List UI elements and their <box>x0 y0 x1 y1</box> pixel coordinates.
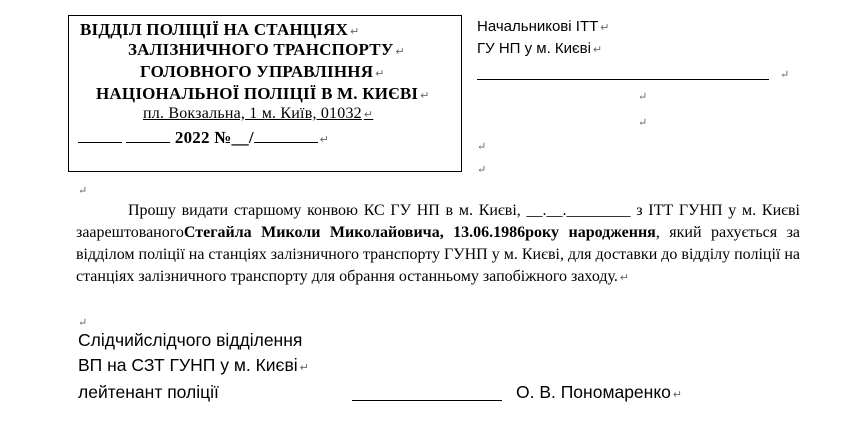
number-blank <box>254 128 318 143</box>
addressee-name-blank <box>477 79 769 80</box>
date-blank <box>126 128 170 143</box>
paragraph-mark-icon: ↵ <box>395 46 405 58</box>
signature-position-line-1: Слідчийслідчого відділення <box>78 330 303 350</box>
paragraph-mark-icon: ↵ <box>299 362 309 374</box>
paragraph-mark-icon: ↵ <box>375 68 385 80</box>
signatory-name: О. В. Пономаренко ↵ <box>516 382 683 402</box>
paragraph-mark-icon: ↵ <box>363 109 374 121</box>
stamp-line-1: ВІДДІЛ ПОЛІЦІЇ НА СТАНЦІЯХ ↵ <box>80 20 360 39</box>
request-body: Прошу видати старшому конвою КС ГУ НП в м. Києві, __.__.________ з ІТТ ГУНП у м. Києві заарештованогоСтегайла Миколи Миколайовича, 13.06.1986року народження, який рахується за відділом поліції на станціях залізничного транспорту ГУНП у м. Києві, для доставки до відділу поліції на станціях залізничного транспорту для обрання останньому запобіжного заходу. ↵ <box>76 202 801 285</box>
paragraph-mark-icon: ↵ <box>593 44 603 56</box>
signature-blank <box>352 400 502 401</box>
stamp-line-2: ЗАЛІЗНИЧНОГО ТРАНСПОРТУ ↵ <box>128 40 405 59</box>
paragraph-mark-icon: ↵ <box>619 272 630 284</box>
paragraph-mark-icon: ↵ <box>672 389 683 401</box>
paragraph-mark-icon: ↵ <box>78 317 88 329</box>
paragraph-mark-icon: ↵ <box>638 91 648 103</box>
stamp-line-4: НАЦІОНАЛЬНОЇ ПОЛІЦІЇ В М. КИЄВІ ↵ <box>96 84 430 103</box>
paragraph-mark-icon: ↵ <box>420 90 430 102</box>
paragraph-mark-icon: ↵ <box>780 69 790 81</box>
stamp-line-3: ГОЛОВНОГО УПРАВЛІННЯ ↵ <box>140 62 385 81</box>
stamp-address: пл. Вокзальна, 1 м. Київ, 01032 ↵ <box>143 105 374 122</box>
stamp-number-line: 2022 №__/ ↵ <box>78 128 329 148</box>
paragraph-mark-icon: ↵ <box>477 164 487 176</box>
paragraph-mark-icon: ↵ <box>600 22 610 34</box>
addressee-line-1: Начальникові ІТТ ↵ <box>477 18 610 35</box>
paragraph-mark-icon: ↵ <box>477 141 487 153</box>
detainee-name: Стегайла Миколи Миколайовича, 13.06.1986року народження <box>183 224 656 241</box>
paragraph-mark-icon: ↵ <box>319 134 330 146</box>
signature-position-line-2: ВП на СЗТ ГУНП у м. Києві ↵ <box>78 355 309 375</box>
date-blank <box>78 128 122 143</box>
addressee-line-2: ГУ НП у м. Києві ↵ <box>477 40 603 57</box>
paragraph-mark-icon: ↵ <box>78 185 88 197</box>
paragraph-mark-icon: ↵ <box>638 117 648 129</box>
signature-rank: лейтенант поліції <box>78 382 219 402</box>
paragraph-mark-icon: ↵ <box>350 26 360 38</box>
